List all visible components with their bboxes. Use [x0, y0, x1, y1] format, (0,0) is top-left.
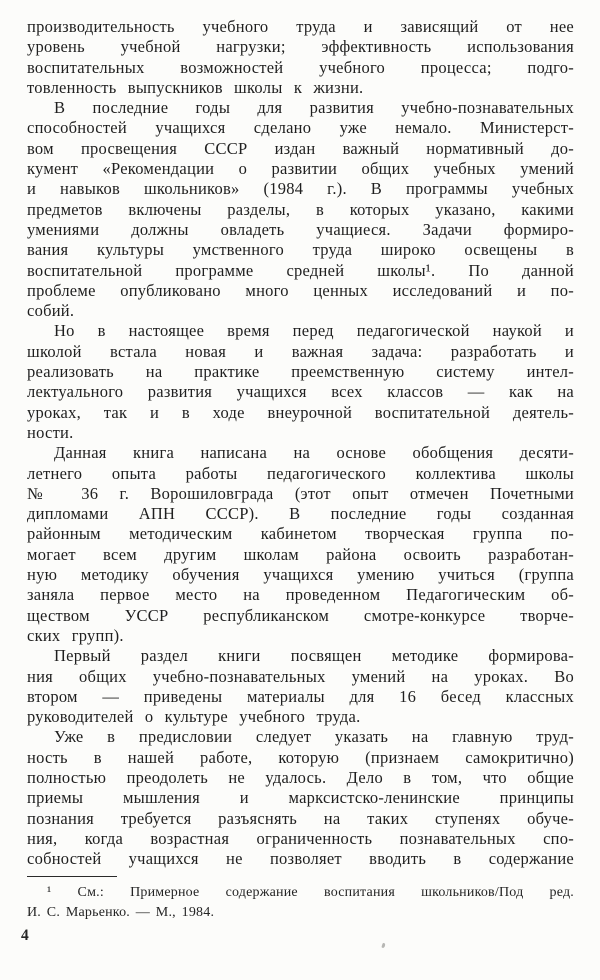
- text-line: воспитательных возможностей учебного процесса; подго-: [27, 57, 574, 77]
- text-line: вания культуры умственного труда широко освещены в: [27, 240, 574, 260]
- footnote-separator: [27, 876, 117, 877]
- text-line: ность в нашей работе, которую (признаем самокритично): [27, 747, 574, 767]
- text-line: проблеме опубликовано много ценных исследований и по-: [27, 280, 574, 300]
- paragraph: [27, 646, 574, 727]
- text-line: способностей учащихся сделано уже немало. Министерст-: [27, 118, 574, 138]
- paragraph: [27, 727, 574, 869]
- text-line: заняла первое место на проведенном Педагогическим об-: [27, 585, 574, 605]
- page-body: [27, 17, 574, 869]
- paragraph: [27, 443, 574, 646]
- text-line: ности.: [27, 422, 74, 442]
- text-line: и навыков школьников» (1984 г.). В программы учебных: [27, 179, 574, 199]
- footnote: [27, 883, 574, 923]
- text-line: собий.: [27, 301, 75, 321]
- text-line: втором — приведены материалы для 16 бесед классных: [27, 686, 574, 706]
- paragraph: [27, 98, 574, 321]
- text-line: полностью преодолеть не удалось. Дело в том, что общие: [27, 767, 574, 787]
- text-line: Уже в предисловии следует указать на главную труд-: [54, 727, 574, 747]
- text-line: школой встала новая и важная задача: разработать и: [27, 341, 574, 361]
- text-line: ную методику обучения учащихся умению учиться (группа: [27, 565, 574, 585]
- text-line: Первый раздел книги посвящен методике формирова-: [54, 646, 574, 666]
- text-line: Данная книга написана на основе обобщения десяти-: [54, 443, 574, 463]
- text-line: ских групп).: [27, 625, 124, 645]
- text-line: кумент «Рекомендации о развитии общих учебных умений: [27, 159, 574, 179]
- text-line: руководителей о культуре учебного труда.: [27, 707, 361, 727]
- text-line: товленность выпускников школы к жизни.: [27, 77, 364, 97]
- text-line: районным методическим кабинетом творческая группа по-: [27, 524, 574, 544]
- text-line: собностей учащихся не позволяет вводить в содержание: [27, 849, 574, 869]
- text-line: уровень учебной нагрузки; эффективность использования: [27, 37, 574, 57]
- text-line: производительность учебного труда и зависящий от нее: [27, 17, 574, 36]
- text-line: вом просвещения СССР издан важный нормативный до-: [27, 138, 574, 158]
- text-line: летнего опыта работы педагогического коллектива школы: [27, 463, 574, 483]
- text-line: ществом УССР республиканском смотре-конкурсе творче-: [27, 605, 574, 625]
- text-line: дипломами АПН СССР). В последние годы созданная: [27, 504, 574, 524]
- text-line: В последние годы для развития учебно-познавательных: [54, 98, 574, 118]
- text-line: умениями должны овладеть учащиеся. Задачи формиро-: [27, 219, 574, 239]
- text-line: могает всем другим школам района освоить разработан-: [27, 544, 574, 564]
- paragraph: [27, 17, 574, 98]
- text-line: воспитательной программе средней школы¹. По данной: [27, 260, 574, 280]
- text-line: ния, когда возрастная ограниченность познавательных спо-: [27, 828, 574, 848]
- footnote-line: И. С. Марьенко. — М., 1984.: [27, 905, 215, 920]
- page-number: 4: [21, 927, 29, 944]
- text-line: реализовать на практике преемственную систему интел-: [27, 362, 574, 382]
- text-line: лектуального развития учащихся всех классов — как на: [27, 382, 574, 402]
- text-line: ния общих учебно-познавательных умений на уроках. Во: [27, 666, 574, 686]
- text-line: приемы мышления и марксистско-ленинские принципы: [27, 788, 574, 808]
- text-line: предметов включены разделы, в которых указано, какими: [27, 199, 574, 219]
- text-line: № 36 г. Ворошиловграда (этот опыт отмечен Почетными: [27, 483, 574, 503]
- paragraph: [27, 321, 574, 443]
- text-line: Но в настоящее время перед педагогической наукой и: [54, 321, 574, 341]
- text-line: познания требуется разъяснять на таких ступенях обуче-: [27, 808, 574, 828]
- scan-speck: [381, 943, 385, 949]
- text-line: уроках, так и в ходе внеурочной воспитательной деятель-: [27, 402, 574, 422]
- footnote-line: ¹ См.: Примерное содержание воспитания школьников/Под ред.: [47, 885, 574, 900]
